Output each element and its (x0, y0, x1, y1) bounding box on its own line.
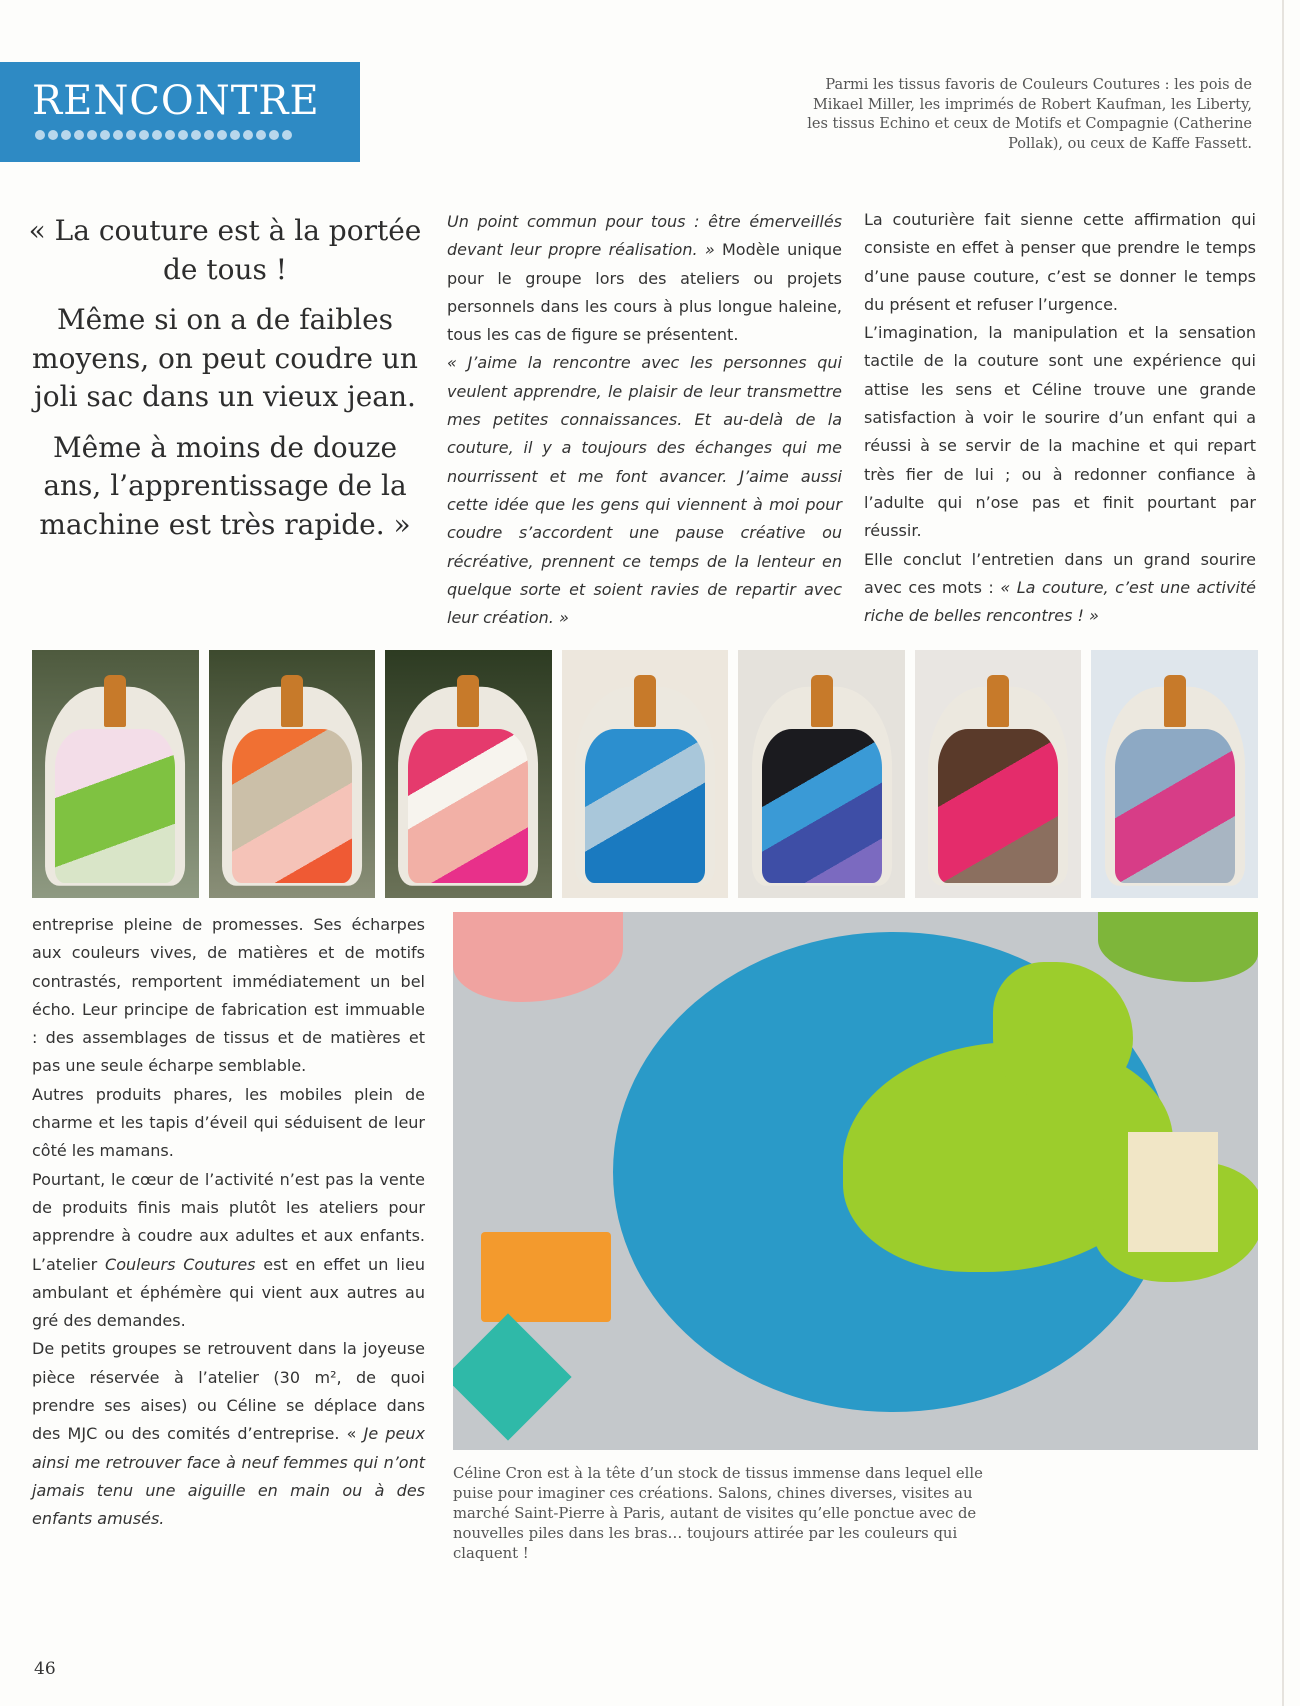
pull-quote-line: Même à moins de douze ans, l’apprentissage de la machine est très rapide. » (39, 430, 411, 541)
paragraph: entreprise pleine de promesses. Ses écharpes aux couleurs vives, de matières et de motifs contrastés, remportent immédiatement un bel écho. Leur principe de fabrication est immuable : des assemblages de tissus et de matières et pas une seule écharpe semblable. (32, 915, 425, 1076)
scarf-photo (562, 650, 729, 898)
article-column-1 (32, 911, 425, 1534)
scarf-photo (209, 650, 376, 898)
scarf-photo-strip (32, 650, 1258, 898)
photo-caption: Céline Cron est à la tête d’un stock de tissus immense dans lequel elle puise pour imaginer ces créations. Salons, chines diverses, visites au marché Saint-Pierre à Paris, autant de visites qu’elle ponctue avec de nouvelles piles dans les bras… toujours attirée par les couleurs qui claquent ! (453, 1465, 983, 1562)
paragraph: De petits groupes se retrouvent dans la joyeuse pièce réservée à l’atelier (30 m², de quoi prendre ses aises) ou Céline se déplace dans des MJC ou des comités d’entreprise. « Je peux ainsi me retrouver face à neuf femmes qui n’ont jamais tenu une aiguille en main ou à des enfants amusés. (32, 1339, 425, 1529)
section-title: RENCONTRE (32, 78, 320, 124)
paragraph: Elle conclut l’entretien dans un grand sourire avec ces mots : « La couture, c’est une activité riche de belles rencontres ! » (864, 549, 1257, 626)
paragraph: La couturière fait sienne cette affirmation qui consiste en effet à penser que prendre le temps d’une pause couture, c’est se donner le temps du présent et refuser l’urgence. (864, 210, 1256, 314)
fabric-globe (613, 932, 1173, 1412)
page-number: 46 (34, 1659, 56, 1679)
pull-quote-line: Même si on a de faibles moyens, on peut coudre un joli sac dans un vieux jean. (32, 303, 418, 413)
scarf-photo (385, 650, 552, 898)
paragraph: Pourtant, le cœur de l’activité n’est pas la vente de produits finis mais plutôt les ateliers pour apprendre à coudre aux adultes et aux enfants. L’atelier Couleurs Coutures est en effet un lieu ambulant et éphémère qui vient aux autres au gré des demandes. (32, 1169, 425, 1331)
fabric-house (1128, 1132, 1218, 1252)
pull-quote-line: « La couture est à la portée de tous ! (28, 214, 422, 286)
scarf-photo (32, 650, 199, 898)
fabric-tree (1098, 912, 1258, 982)
article-column-3 (864, 206, 1256, 630)
banner-dots (35, 130, 292, 140)
article-column-2 (447, 208, 842, 632)
paragraph: L’imagination, la manipulation et la sensation tactile de la couture sont une expérience qui attise les sens et Céline trouve une grande satisfaction à voir le sourire d’un enfant qui a réussi à se servir de la machine et qui repart très fier de lui ; ou à redonner confiance à l’adulte qui n’ose pas et finit pourtant par réussir. (864, 323, 1256, 541)
fabric-house (481, 1232, 611, 1322)
play-mat-photo (453, 912, 1258, 1450)
fabric-star (453, 1313, 572, 1440)
scarf-photo (915, 650, 1082, 898)
page-fold (1282, 0, 1284, 1706)
paragraph: Autres produits phares, les mobiles plein de charme et les tapis d’éveil qui séduisent de leur côté les mamans. (32, 1084, 425, 1161)
fabric-tree (453, 912, 623, 1002)
caption-top: Parmi les tissus favoris de Couleurs Coutures : les pois de Mikael Miller, les imprimés de Robert Kaufman, les Liberty, les tissus Echino et ceux de Motifs et Compagnie (Catherine Pollak), ou ceux de Kaffe Fassett. (807, 77, 1252, 152)
pull-quote (25, 212, 425, 556)
scarf-photo (1091, 650, 1258, 898)
paragraph: Un point commun pour tous : être émerveillés devant leur propre réalisation. » Modèle unique pour le groupe lors des ateliers ou projets personnels dans les cours à plus longue haleine, tous les cas de figure se présentent. (447, 212, 842, 345)
paragraph: « J’aime la rencontre avec les personnes qui veulent apprendre, le plaisir de leur transmettre mes petites connaissances. Et au-delà de la couture, il y a toujours des échanges qui me nourrissent et me font avancer. J’aime aussi cette idée que les gens qui viennent à moi pour coudre s’accordent une pause créative ou récréative, prennent ce temps de la lenteur en quelque sorte et soient ravies de repartir avec leur création. » (447, 353, 842, 628)
scarf-photo (738, 650, 905, 898)
